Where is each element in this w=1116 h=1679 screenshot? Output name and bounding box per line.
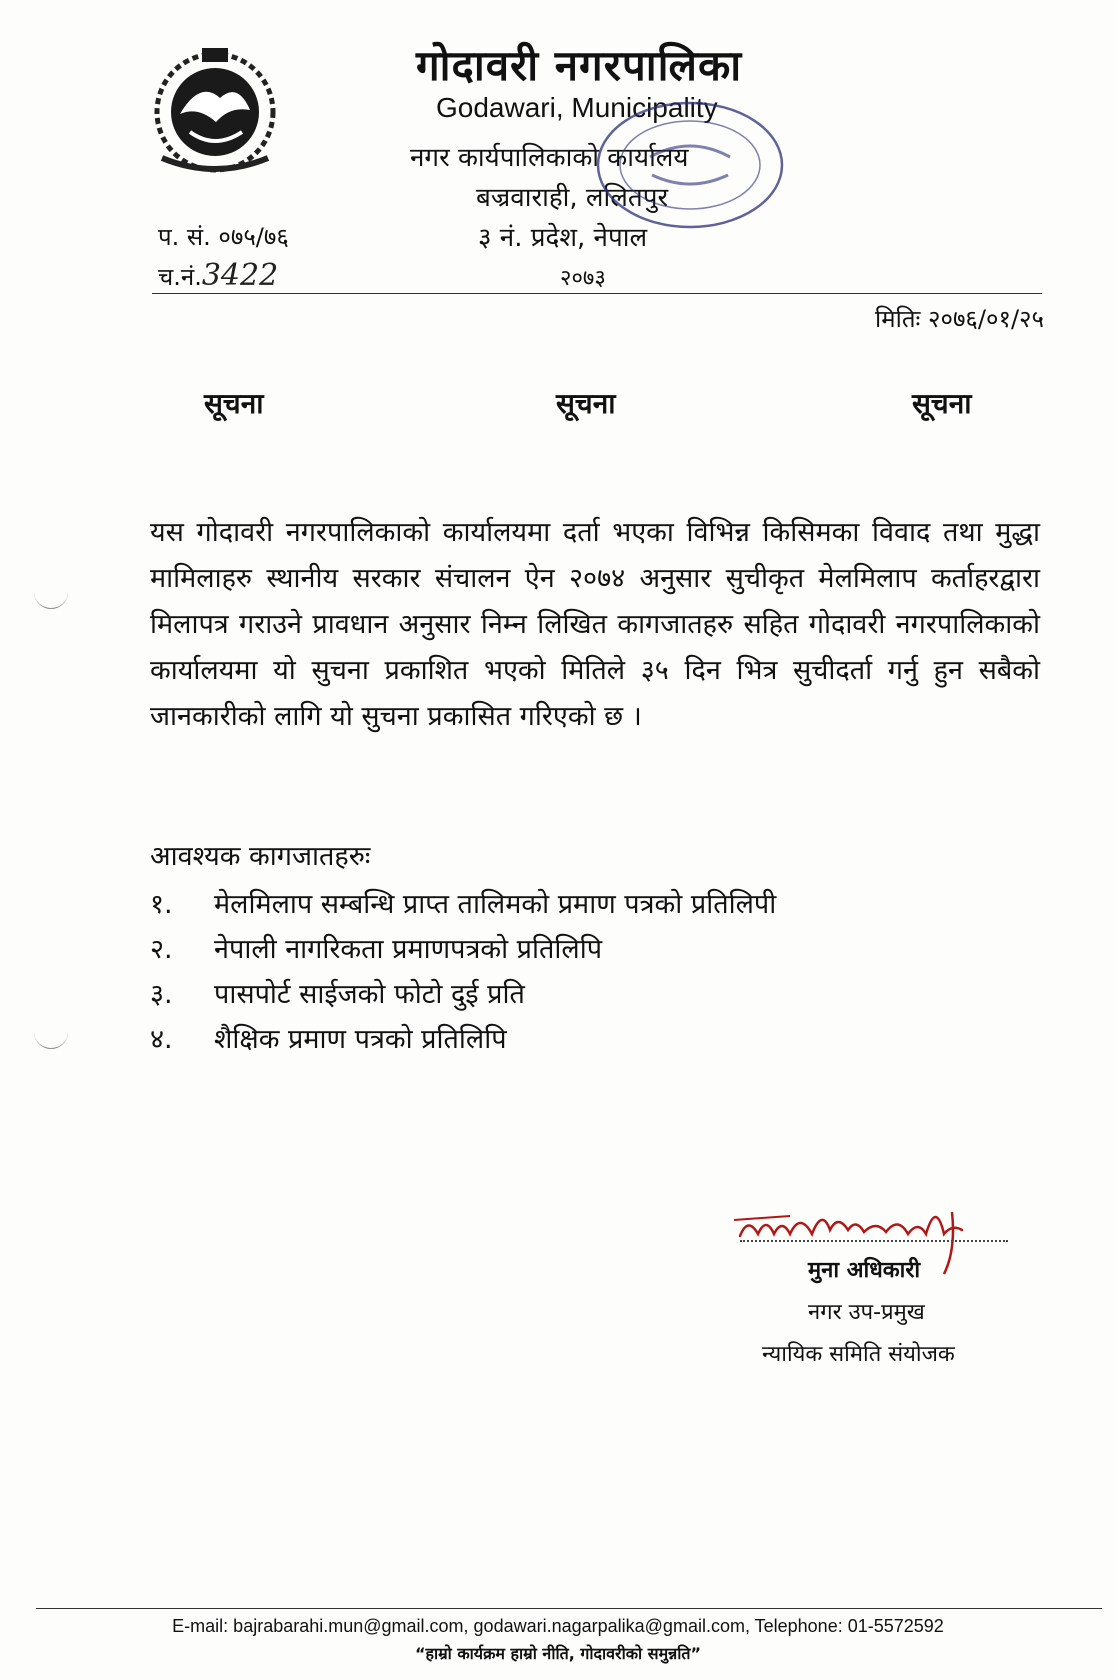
office-address: बज्रवाराही, ललितपुर	[476, 183, 669, 213]
list-item	[150, 882, 776, 927]
list-item	[150, 972, 776, 1017]
signatory-post: नगर उप-प्रमुख	[808, 1300, 925, 1325]
municipality-title-english: Godawari, Municipality	[436, 92, 718, 123]
dispatch-value-handwritten: 3422	[201, 258, 279, 293]
notice-heading-center: सूचना	[556, 387, 616, 420]
office-stamp	[590, 95, 790, 235]
letter-reference-number: प. सं. ०७५/७६	[158, 223, 289, 251]
list-item-number: २.	[150, 934, 173, 965]
list-item-text: मेलमिलाप सम्बन्धि प्राप्त तालिमको प्रमाण पत्रको प्रतिलिपी	[214, 889, 777, 920]
notice-body: यस गोदावरी नगरपालिकाको कार्यालयमा दर्ता भएका विभिन्न किसिमका विवाद तथा मुद्धा मामिलाहरु स्थानीय सरकार संचालन ऐन २०७४ अनुसार सुचीकृत मेलमिलाप कर्ताहरद्वारा मिलापत्र गराउने प्रावधान अनुसार निम्न लिखित कागजातहरु सहित गोदावरी नगरपालिकाको कार्यालयमा यो सुचना प्रकाशित भएको मितिले ३५ दिन भित्र सुचीदर्ता गर्नु हुन सबैको जानकारीको लागि यो सुचना प्रकासित गरिएको छ ।	[150, 517, 1040, 732]
dispatch-label: च.नं.	[158, 263, 202, 291]
punch-hole-mark	[34, 592, 68, 609]
office-name: नगर कार्यपालिकाको कार्यालय	[410, 143, 689, 173]
list-item-text: शैक्षिक प्रमाण पत्रको प्रतिलिपि	[214, 1024, 507, 1055]
nepal-emblem-logo	[150, 40, 280, 180]
required-documents-list	[150, 882, 776, 1062]
list-item-number: १.	[150, 889, 173, 920]
province-line: ३ नं. प्रदेश, नेपाल	[478, 223, 648, 253]
signatory-name: मुना अधिकारी	[808, 1258, 921, 1283]
signature-line	[740, 1240, 1008, 1242]
header-divider	[152, 293, 1042, 294]
punch-hole-mark	[34, 1032, 68, 1049]
footer-contact-info: E-mail: bajrabarahi.mun@gmail.com, godawari.nagarpalika@gmail.com, Telephone: 01-5572592	[172, 1616, 944, 1636]
required-documents-title: आवश्यक कागजातहरुः	[150, 841, 371, 872]
list-item-number: ३.	[150, 979, 173, 1010]
list-item	[150, 927, 776, 972]
notice-heading-left: सूचना	[204, 387, 264, 420]
municipality-title-nepali: गोदावरी नगरपालिका	[416, 41, 743, 90]
list-item-text: पासपोर्ट साईजको फोटो दुई प्रति	[214, 979, 525, 1010]
list-item-text: नेपाली नागरिकता प्रमाणपत्रको प्रतिलिपि	[214, 934, 603, 965]
list-item-number: ४.	[150, 1024, 173, 1055]
signatory-committee: न्यायिक समिति संयोजक	[762, 1342, 955, 1367]
established-year: २०७३	[560, 266, 606, 291]
dispatch-number	[158, 258, 278, 293]
footer-slogan: “हाम्रो कार्यक्रम हाम्रो नीति, गोदावरीको समुन्नति”	[414, 1644, 702, 1663]
footer-divider	[36, 1608, 1102, 1609]
notice-heading-right: सूचना	[912, 387, 972, 420]
list-item	[150, 1017, 776, 1062]
letter-date: मितिः २०७६/०१/२५	[875, 305, 1044, 333]
